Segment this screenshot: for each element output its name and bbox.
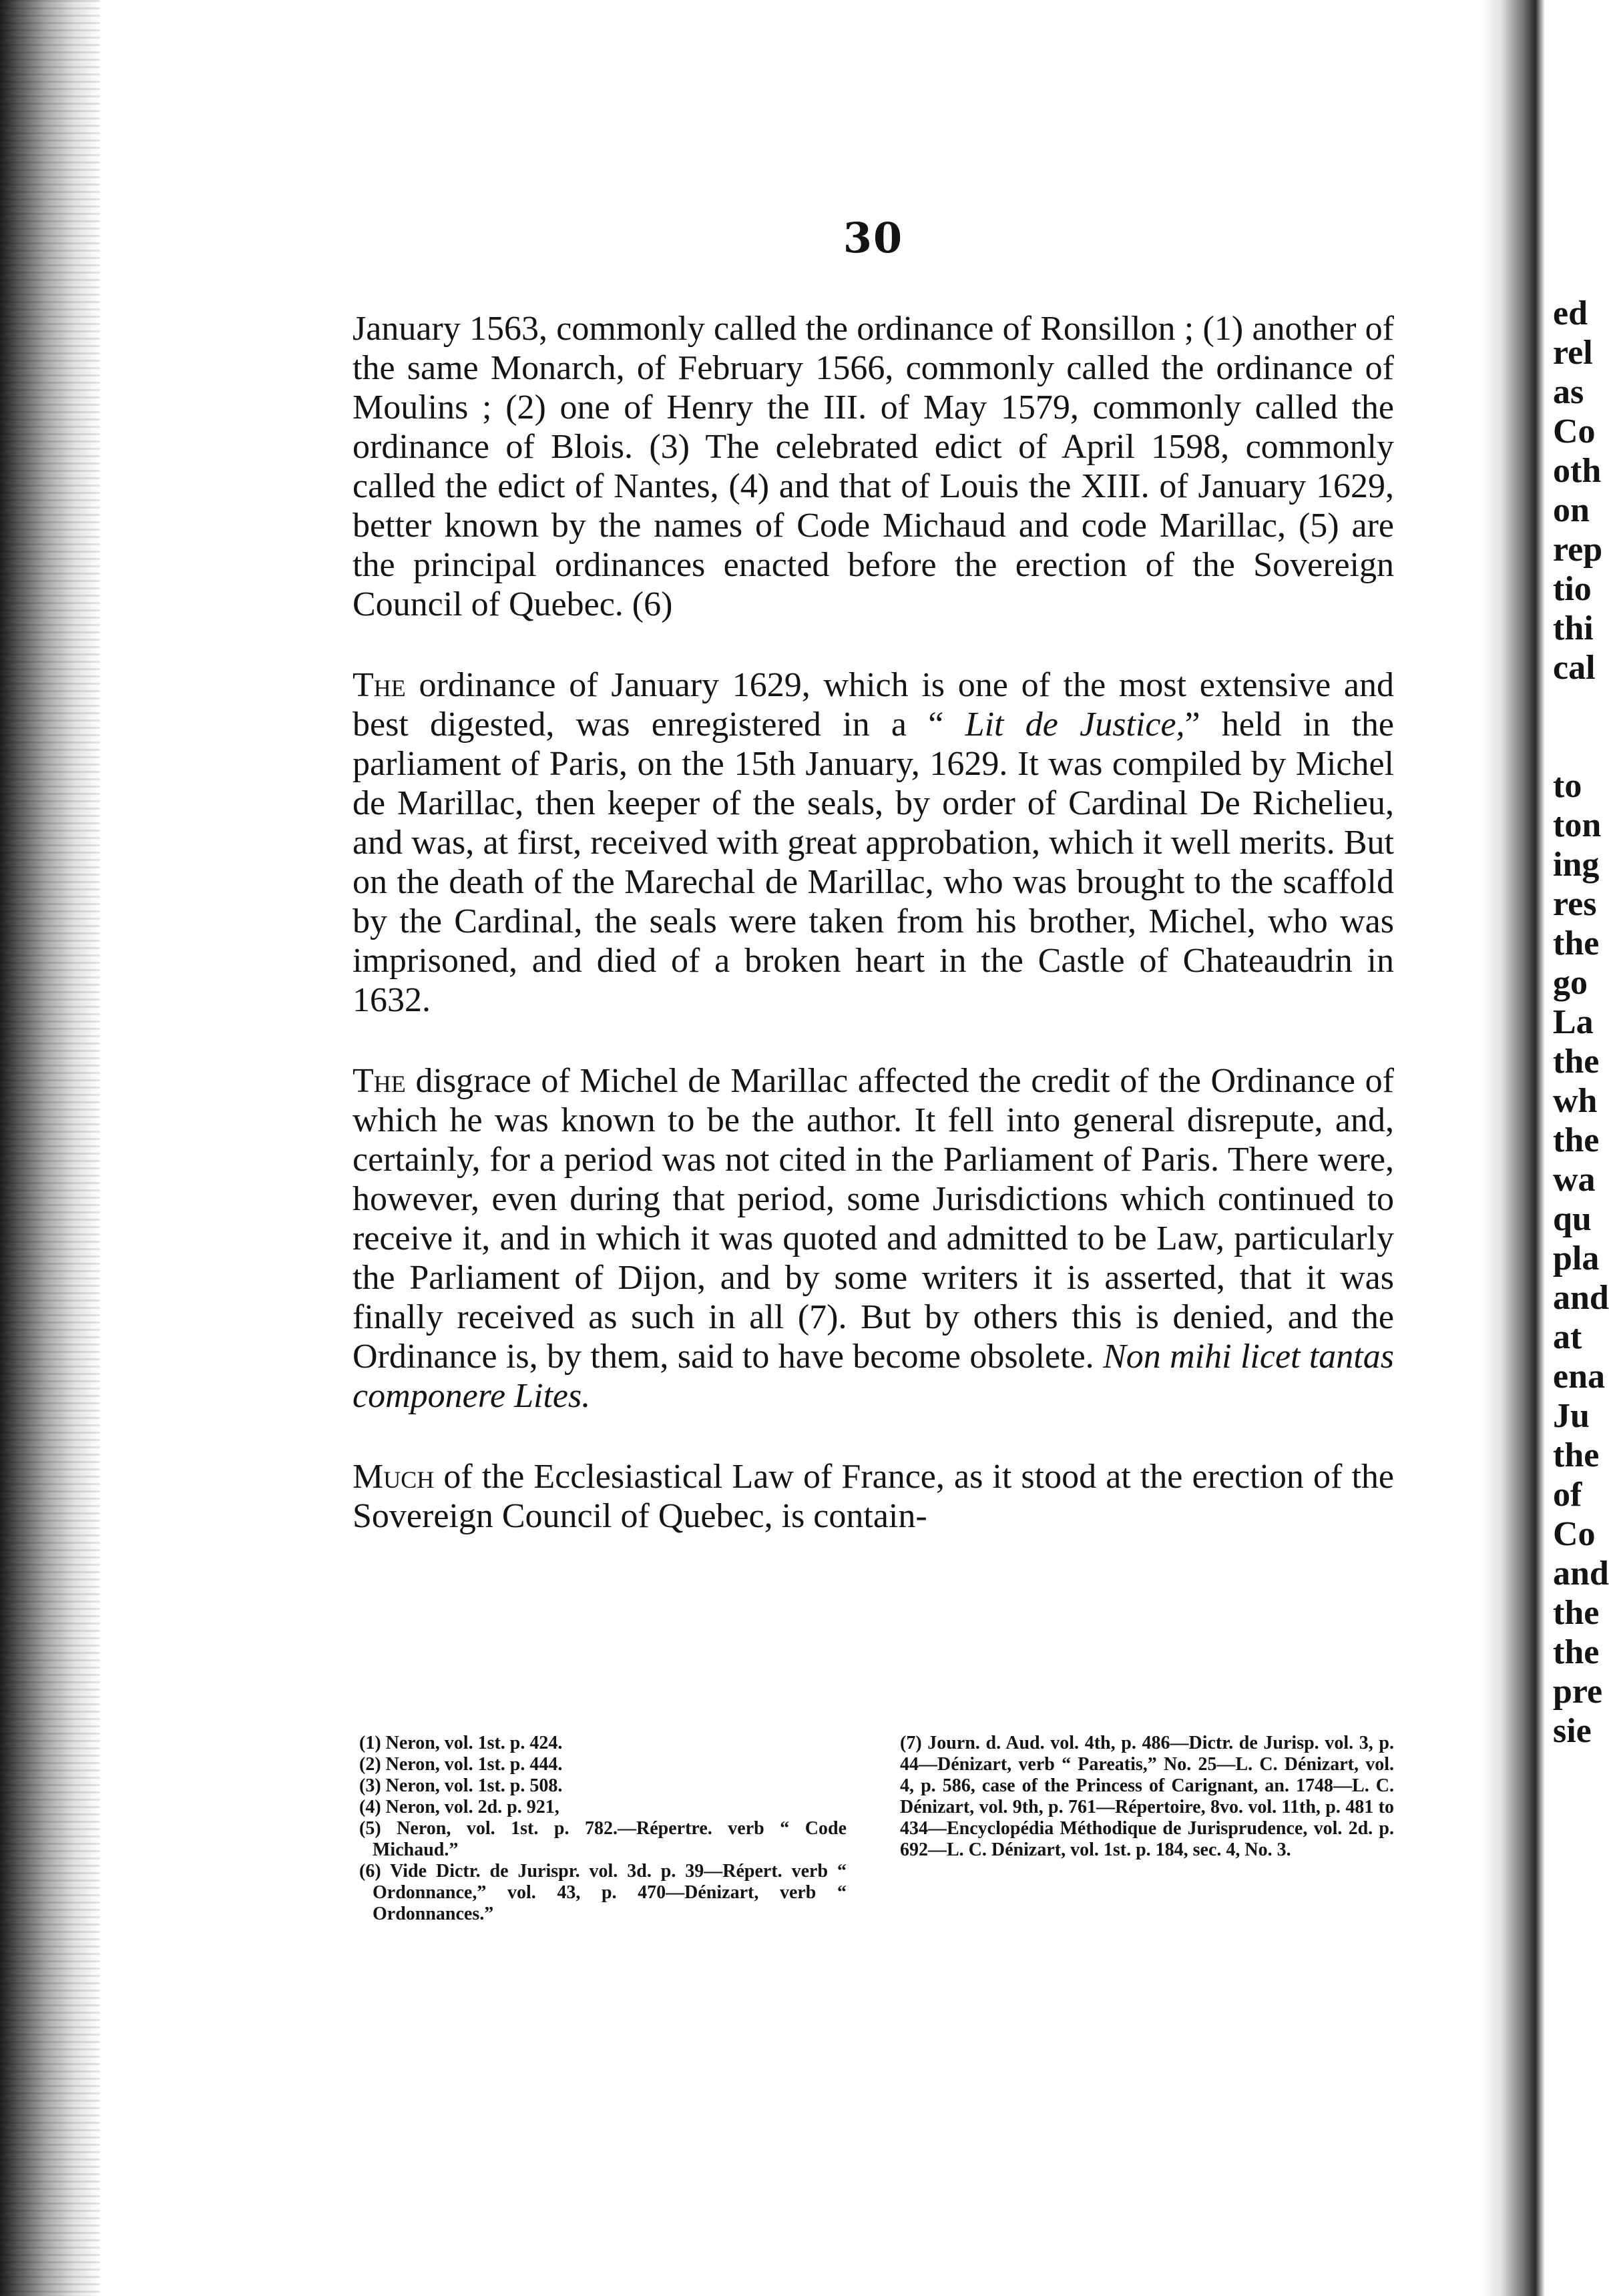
next-page-fragment: the — [1553, 1121, 1600, 1159]
next-page-fragment: rel — [1553, 334, 1593, 372]
page-number: 30 — [843, 214, 904, 262]
next-page-fragment: qu — [1553, 1200, 1592, 1238]
paragraph-text: January 1563, commonly called the ordinance of Ronsillon ; (1) another of the same Monarch, of February 1566, commonly called the ordinance of Moulins ; (2) one of Henry the III. of May 1579, commonly called the ordinance of Blois. (3) The celebrated edict of April 1598, commonly called the edict of Nantes, (4) and that of Louis the XIII. of January 1629, better known by the names of Code Michaud and code Marillac, (5) are the principal ordinances enacted before the erection of the Sovereign Council of Quebec. (6) — [353, 310, 1394, 623]
paragraph-disgrace — [353, 1061, 1394, 1416]
next-page-fragment: on — [1553, 491, 1590, 529]
fragment-gap — [1553, 727, 1602, 766]
footnote-5: (5) Neron, vol. 1st. p. 782.—Répertre. verb “ Code Michaud.” — [359, 1818, 847, 1860]
page-body — [353, 214, 1394, 1577]
next-page-fragment: res — [1553, 885, 1597, 923]
next-page-fragment: pre — [1553, 1673, 1603, 1711]
next-page-fragment: Co — [1553, 412, 1596, 451]
next-page-fragment: of — [1553, 1476, 1582, 1514]
next-page-fragment: the — [1553, 1436, 1600, 1474]
next-page-fragment: as — [1553, 373, 1584, 411]
next-page-fragment: rep — [1553, 531, 1603, 569]
next-page-fragment: cal — [1553, 649, 1596, 687]
binding-shadow — [0, 0, 100, 2296]
next-page-fragment: wa — [1553, 1161, 1596, 1199]
footnote-3: (3) Neron, vol. 1st. p. 508. — [359, 1775, 563, 1796]
next-page-fragment: ton — [1553, 806, 1602, 844]
paragraph-ordinance-1629 — [353, 665, 1394, 1020]
page-gutter — [1481, 0, 1545, 2296]
paragraph-lead-word: Much — [353, 1458, 435, 1496]
next-page-fragment: and — [1553, 1554, 1609, 1593]
next-page-fragment: the — [1553, 1043, 1600, 1081]
paragraph-ecclesiastical — [353, 1457, 1394, 1536]
paragraph-ordinances — [353, 309, 1394, 624]
next-page-fragment: sie — [1553, 1712, 1592, 1750]
next-page-fragment: go — [1553, 964, 1588, 1002]
next-page-fragment: Co — [1553, 1515, 1596, 1553]
next-page-fragment: ed — [1553, 294, 1588, 332]
next-page-fragment: at — [1553, 1318, 1582, 1356]
next-page-fragment: ing — [1553, 846, 1600, 884]
italic-phrase: Non mihi licet tantas componere Lites. — [353, 1338, 1394, 1415]
next-page-fragment: the — [1553, 1633, 1600, 1671]
italic-phrase: Lit de Justice, — [965, 705, 1185, 744]
next-page-fragment: oth — [1553, 452, 1602, 490]
paragraph-text: of the Ecclesiastical Law of France, as it stood at the erection of the Sovereign Council of Quebec, is contain- — [353, 1458, 1394, 1535]
footnotes-right-column — [900, 1733, 1394, 1925]
footnote-7: (7) Journ. d. Aud. vol. 4th, p. 486—Dictr. de Jurisp. vol. 3, p. 44—Dénizart, verb “ Pareatis,” No. 25—L. C. Dénizart, vol. 4, p. 586, case of the Princess of Carignant, an. 1748—L. C. Dénizart, vol. 9th, p. 761—Répertoire, 8vo. vol. 11th, p. 481 to 434—Encyclopédia Méthodique de Jurisprudence, vol. 2d. p. 692—L. C. Dénizart, vol. 1st. p. 184, sec. 4, No. 3. — [900, 1733, 1394, 1860]
paragraph-text: ordinance of January 1629, which is one of the most extensive and best digested, was enregistered in a “ — [353, 666, 1394, 744]
footnote-4: (4) Neron, vol. 2d. p. 921, — [359, 1797, 559, 1817]
next-page-fragment: pla — [1553, 1239, 1600, 1277]
next-page-edge — [1553, 294, 1609, 1751]
footnote-1: (1) Neron, vol. 1st. p. 424. — [359, 1733, 563, 1753]
next-page-fragment: the — [1553, 1594, 1600, 1632]
footnotes-left-column — [353, 1733, 847, 1925]
next-page-fragment: ena — [1553, 1358, 1605, 1396]
footnote-2: (2) Neron, vol. 1st. p. 444. — [359, 1754, 563, 1775]
footnotes — [353, 1733, 1394, 1925]
paragraph-lead-word: The — [353, 666, 406, 704]
next-page-fragment: La — [1553, 1003, 1594, 1041]
paragraph-lead-word: The — [353, 1062, 406, 1100]
next-page-fragment: tio — [1553, 570, 1592, 608]
next-page-fragment: wh — [1553, 1082, 1598, 1120]
fragment-gap — [1553, 687, 1602, 727]
footnote-6: (6) Vide Dictr. de Jurispr. vol. 3d. p. 39—Répert. verb “ Ordonnance,” vol. 43, p. 470—Dénizart, verb “ Ordonnances.” — [359, 1861, 847, 1924]
next-page-fragment: and — [1553, 1279, 1609, 1317]
next-page-fragment: thi — [1553, 609, 1594, 647]
paragraph-text: disgrace of Michel de Marillac affected the credit of the Ordinance of which he was known to be the author. It fell into general disrepute, and, certainly, for a period was not cited in the Parliament of Paris. There were, however, even during that period, some Jurisdictions which continued to receive it, and in which it was quoted and admitted to be Law, particularly the Parliament of Dijon, and by some writers it is asserted, that it was finally received as such in all (7). But by others this is denied, and the Ordinance is, by them, said to have become obsolete. — [353, 1062, 1394, 1376]
next-page-fragment: to — [1553, 767, 1582, 805]
next-page-fragment: the — [1553, 924, 1600, 962]
paragraph-text: ” held in the parliament of Paris, on the 15th January, 1629. It was compiled by Michel de Marillac, then keeper of the seals, by order of Cardinal De Richelieu, and was, at first, received with great approbation, which it well merits. But on the death of the Marechal de Marillac, who was brought to the scaffold by the Cardinal, the seals were taken from his brother, Michel, who was imprisoned, and died of a broken heart in the Castle of Chateaudrin in 1632. — [353, 705, 1394, 1019]
next-page-fragment: Ju — [1553, 1397, 1590, 1435]
